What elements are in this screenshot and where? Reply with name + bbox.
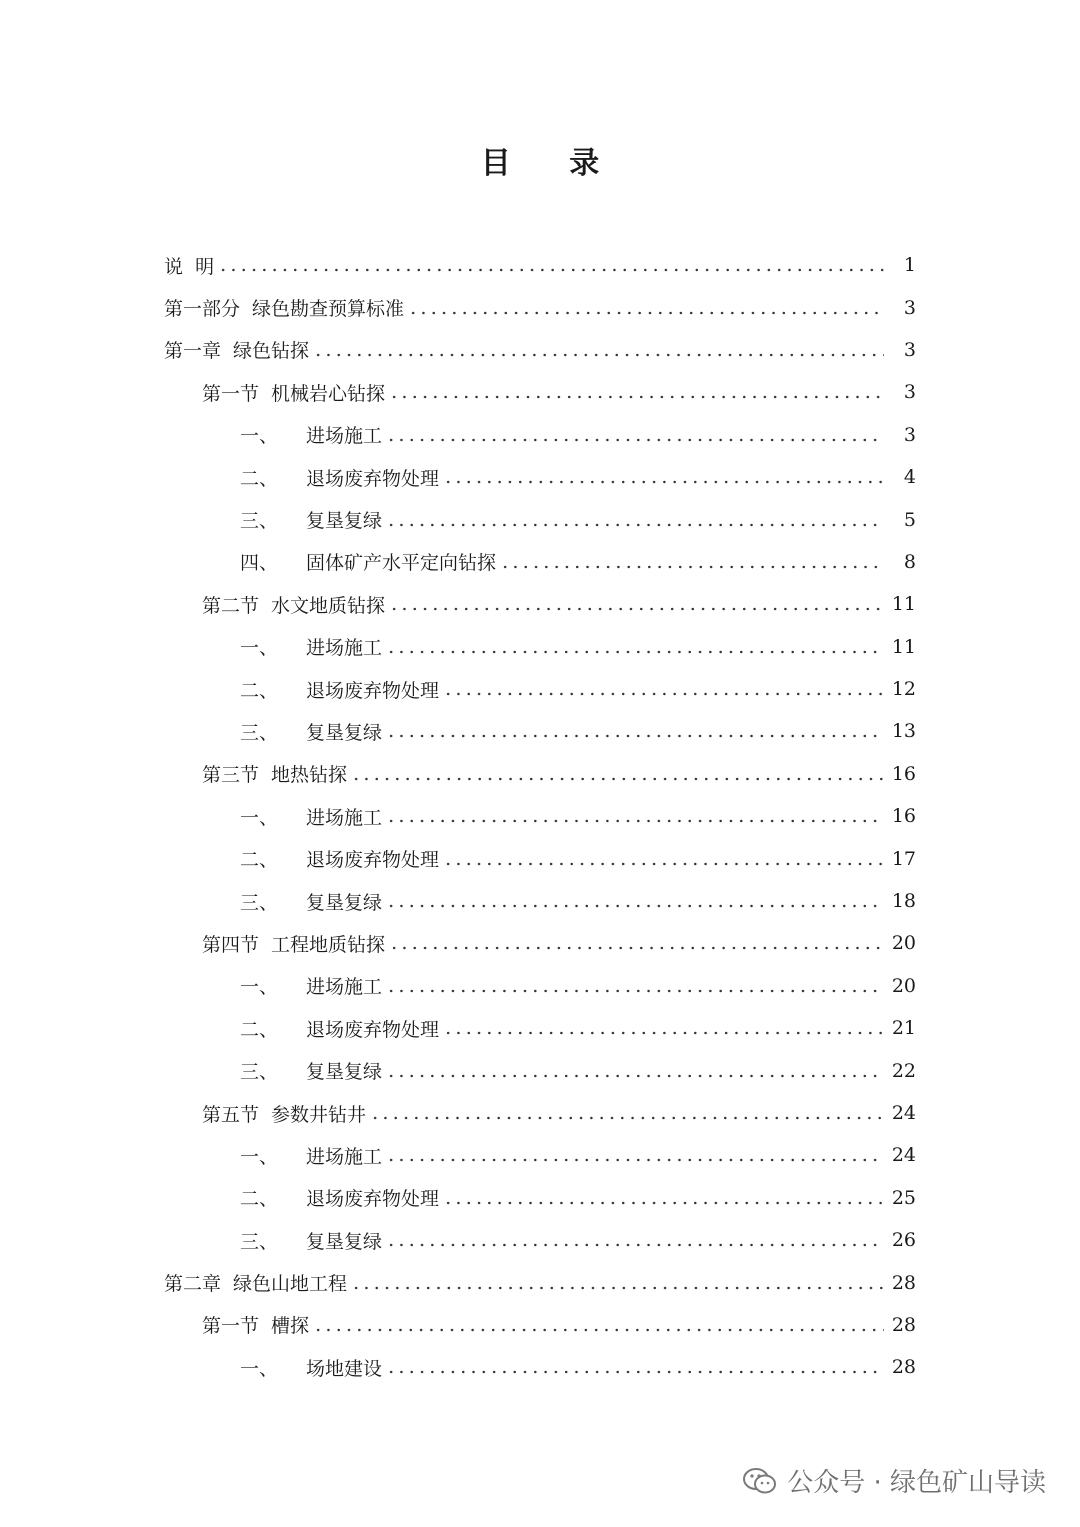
toc-entry-number: 三、 bbox=[240, 891, 279, 914]
toc-entry[interactable] bbox=[0, 1304, 1080, 1346]
dot-leader bbox=[386, 904, 884, 908]
toc-entry[interactable] bbox=[0, 1092, 1080, 1134]
toc-entry-number: 第四节 bbox=[202, 933, 260, 956]
toc-entry[interactable] bbox=[0, 329, 1080, 371]
page-title: 目 录 bbox=[480, 146, 624, 181]
dot-leader bbox=[443, 862, 884, 866]
dot-leader bbox=[218, 268, 884, 272]
dot-leader bbox=[386, 1243, 884, 1247]
dot-leader bbox=[386, 989, 884, 993]
toc-entry-title: 复垦复绿 bbox=[306, 1230, 383, 1253]
toc-entry[interactable] bbox=[0, 498, 1080, 540]
toc-entry-number: 一、 bbox=[240, 806, 279, 829]
toc-entry-page: 28 bbox=[891, 1313, 916, 1336]
toc-entry-number: 第三节 bbox=[202, 764, 260, 787]
toc-entry-number: 二、 bbox=[240, 679, 279, 702]
toc-entry-page: 16 bbox=[891, 762, 916, 785]
dot-leader bbox=[389, 607, 884, 611]
toc-entry-page: 24 bbox=[891, 1102, 916, 1124]
toc-entry[interactable] bbox=[0, 286, 1080, 328]
toc-entry-page: 17 bbox=[891, 847, 916, 870]
toc-entry[interactable] bbox=[0, 371, 1080, 413]
toc-entry[interactable] bbox=[0, 626, 1080, 668]
toc-entry-page: 11 bbox=[891, 593, 916, 616]
toc-entry-page: 3 bbox=[903, 423, 916, 446]
toc-entry-number: 三、 bbox=[240, 1061, 279, 1084]
toc-entry[interactable] bbox=[0, 753, 1080, 795]
dot-leader bbox=[313, 353, 884, 357]
toc-entry-title: 进场施工 bbox=[306, 806, 383, 829]
table-of-contents bbox=[0, 244, 1080, 1389]
dot-leader bbox=[408, 311, 884, 315]
dot-leader bbox=[386, 1370, 884, 1374]
dot-leader bbox=[386, 438, 884, 442]
toc-entry[interactable] bbox=[0, 1261, 1080, 1303]
toc-entry[interactable] bbox=[0, 1049, 1080, 1091]
toc-entry-number: 第一部分 bbox=[164, 298, 241, 321]
toc-entry[interactable] bbox=[0, 1134, 1080, 1176]
dot-leader bbox=[389, 395, 884, 399]
toc-entry-title: 复垦复绿 bbox=[306, 510, 383, 533]
toc-entry-page: 26 bbox=[891, 1229, 916, 1252]
toc-entry-number: 二、 bbox=[240, 849, 279, 872]
toc-entry-page: 18 bbox=[891, 890, 916, 913]
toc-entry-page: 16 bbox=[891, 805, 916, 828]
toc-entry-page: 5 bbox=[903, 508, 916, 531]
toc-entry[interactable] bbox=[0, 244, 1080, 286]
toc-entry-title: 地热钻探 bbox=[271, 764, 348, 787]
toc-entry-page: 3 bbox=[903, 338, 916, 361]
toc-entry-number: 二、 bbox=[240, 1018, 279, 1041]
toc-entry[interactable] bbox=[0, 456, 1080, 498]
toc-entry-title: 绿色山地工程 bbox=[233, 1273, 348, 1296]
toc-entry-number: 第五节 bbox=[202, 1103, 260, 1126]
toc-entry[interactable] bbox=[0, 922, 1080, 964]
dot-leader bbox=[370, 1116, 884, 1120]
toc-entry-number: 第二节 bbox=[202, 594, 260, 617]
toc-entry[interactable] bbox=[0, 1177, 1080, 1219]
toc-entry[interactable] bbox=[0, 668, 1080, 710]
toc-entry-page: 22 bbox=[891, 1059, 916, 1082]
toc-entry-number: 第一节 bbox=[202, 1315, 260, 1338]
toc-entry-title: 槽探 bbox=[271, 1315, 310, 1338]
toc-entry-number: 三、 bbox=[240, 721, 279, 744]
toc-entry-page: 13 bbox=[891, 720, 916, 743]
dot-leader bbox=[386, 523, 884, 527]
toc-entry-page: 20 bbox=[891, 932, 916, 955]
dot-leader bbox=[386, 1074, 884, 1078]
toc-entry-number: 一、 bbox=[240, 1145, 279, 1168]
dot-leader bbox=[389, 946, 884, 950]
toc-entry-page: 1 bbox=[903, 254, 916, 277]
toc-entry-page: 20 bbox=[891, 974, 916, 997]
toc-entry-title: 绿色勘查预算标准 bbox=[252, 298, 405, 321]
toc-entry[interactable] bbox=[0, 1219, 1080, 1261]
toc-entry-title: 参数井钻井 bbox=[271, 1103, 367, 1126]
toc-entry-title: 退场废弃物处理 bbox=[306, 1188, 440, 1211]
toc-entry-number: 说 明 bbox=[164, 255, 215, 278]
toc-entry-title: 退场废弃物处理 bbox=[306, 679, 440, 702]
toc-entry[interactable] bbox=[0, 965, 1080, 1007]
toc-entry-number: 二、 bbox=[240, 467, 279, 490]
toc-entry[interactable] bbox=[0, 414, 1080, 456]
toc-entry[interactable] bbox=[0, 541, 1080, 583]
dot-leader bbox=[386, 734, 884, 738]
toc-entry-number: 二、 bbox=[240, 1188, 279, 1211]
dot-leader bbox=[313, 1328, 884, 1332]
toc-entry-page: 28 bbox=[891, 1356, 916, 1379]
toc-entry-title: 固体矿产水平定向钻探 bbox=[306, 552, 497, 575]
toc-entry-title: 退场废弃物处理 bbox=[306, 1018, 440, 1041]
toc-entry-number: 一、 bbox=[240, 637, 279, 660]
toc-entry-title: 复垦复绿 bbox=[306, 1061, 383, 1084]
dot-leader bbox=[351, 777, 884, 781]
toc-entry-title: 复垦复绿 bbox=[306, 721, 383, 744]
toc-entry-title: 进场施工 bbox=[306, 1145, 383, 1168]
toc-entry-title: 机械岩心钻探 bbox=[271, 382, 386, 405]
toc-entry-title: 场地建设 bbox=[306, 1357, 383, 1380]
toc-entry-number: 一、 bbox=[240, 976, 279, 999]
toc-entry-title: 进场施工 bbox=[306, 637, 383, 660]
dot-leader bbox=[443, 692, 884, 696]
toc-entry[interactable] bbox=[0, 1007, 1080, 1049]
toc-entry-page: 4 bbox=[903, 466, 916, 489]
toc-entry-title: 退场废弃物处理 bbox=[306, 467, 440, 490]
dot-leader bbox=[443, 1031, 884, 1035]
toc-entry-title: 复垦复绿 bbox=[306, 891, 383, 914]
toc-entry-page: 24 bbox=[891, 1144, 916, 1167]
toc-entry-page: 28 bbox=[891, 1271, 916, 1294]
toc-entry[interactable] bbox=[0, 795, 1080, 837]
toc-entry[interactable] bbox=[0, 1346, 1080, 1388]
toc-entry-page: 3 bbox=[903, 381, 916, 404]
toc-entry-title: 水文地质钻探 bbox=[271, 594, 386, 617]
toc-entry[interactable] bbox=[0, 583, 1080, 625]
toc-entry[interactable] bbox=[0, 837, 1080, 879]
wechat-icon bbox=[743, 1467, 777, 1495]
toc-entry-number: 三、 bbox=[240, 1230, 279, 1253]
toc-entry-number: 第二章 bbox=[164, 1273, 222, 1296]
dot-leader bbox=[386, 819, 884, 823]
toc-entry-title: 绿色钻探 bbox=[233, 340, 310, 363]
dot-leader bbox=[443, 480, 884, 484]
toc-entry[interactable] bbox=[0, 880, 1080, 922]
toc-entry-title: 进场施工 bbox=[306, 425, 383, 448]
watermark bbox=[743, 1462, 1046, 1499]
toc-entry-number: 一、 bbox=[240, 425, 279, 448]
toc-entry-page: 25 bbox=[891, 1186, 916, 1209]
toc-entry-page: 8 bbox=[903, 550, 916, 573]
toc-entry-title: 工程地质钻探 bbox=[271, 933, 386, 956]
dot-leader bbox=[500, 565, 884, 569]
toc-entry-number: 第一章 bbox=[164, 340, 222, 363]
toc-entry-title: 进场施工 bbox=[306, 976, 383, 999]
toc-entry[interactable] bbox=[0, 710, 1080, 752]
dot-leader bbox=[386, 1158, 884, 1162]
dot-leader bbox=[443, 1201, 884, 1205]
toc-entry-number: 第一节 bbox=[202, 382, 260, 405]
dot-leader bbox=[351, 1286, 884, 1290]
watermark-text: 公众号 · 绿色矿山导读 bbox=[787, 1468, 1046, 1498]
toc-entry-page: 11 bbox=[891, 635, 916, 658]
toc-entry-title: 退场废弃物处理 bbox=[306, 849, 440, 872]
toc-entry-number: 一、 bbox=[240, 1357, 279, 1380]
toc-entry-page: 3 bbox=[903, 296, 916, 319]
dot-leader bbox=[386, 650, 884, 654]
toc-entry-number: 三、 bbox=[240, 510, 279, 533]
toc-entry-page: 21 bbox=[891, 1017, 916, 1040]
toc-entry-number: 四、 bbox=[240, 552, 279, 575]
toc-entry-page: 12 bbox=[891, 678, 916, 701]
